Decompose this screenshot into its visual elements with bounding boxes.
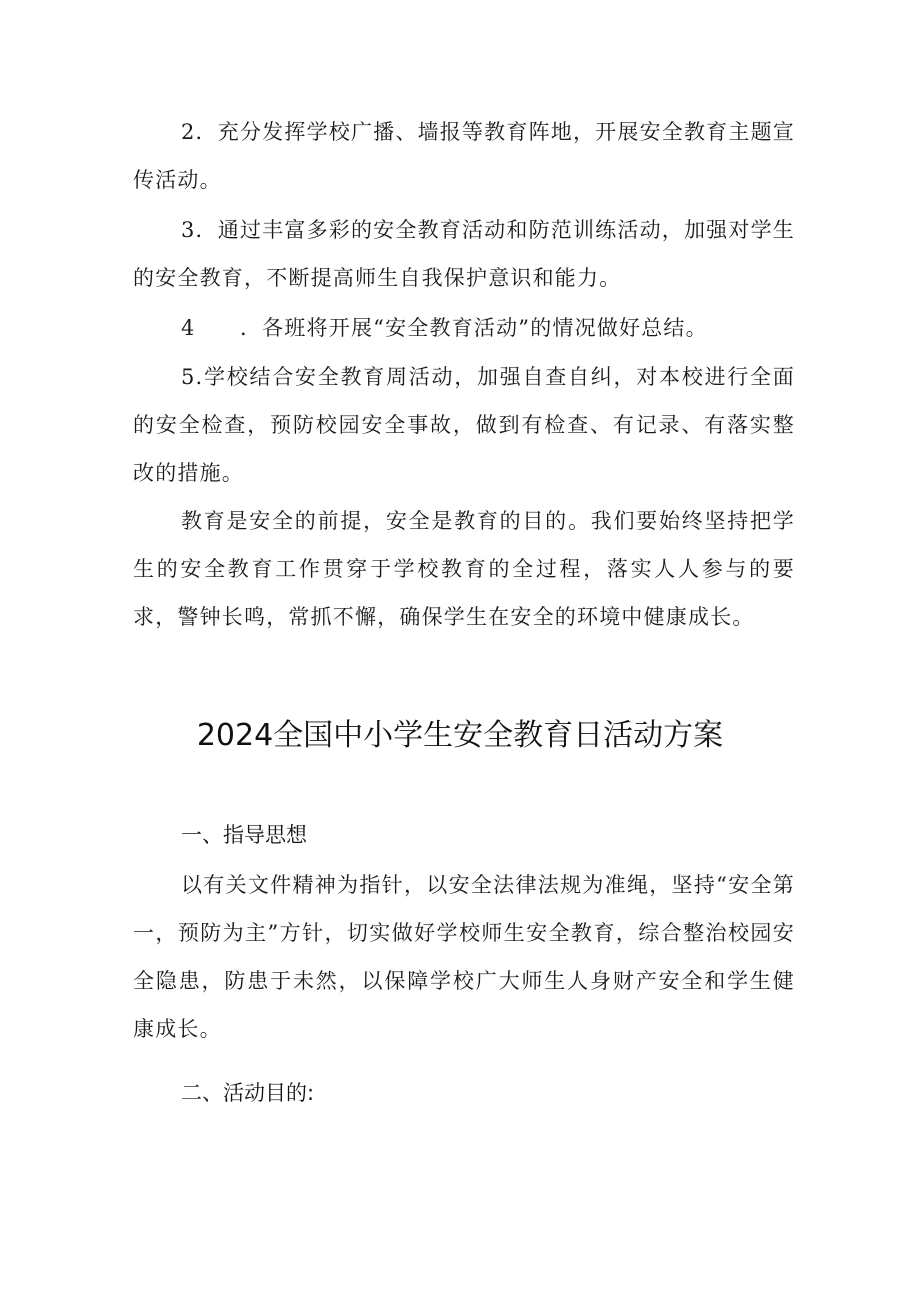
list-item-4: 4 ．各班将开展“安全教育活动”的情况做好总结。 <box>181 316 708 340</box>
section-heading-activity-purpose: 二、活动目的: <box>181 1081 315 1105</box>
section-heading-guiding-ideology: 一、指导思想 <box>181 823 307 847</box>
list-item-3: 3．通过丰富多彩的安全教育活动和防范训练活动，加强对学生的安全教育，不断提高师生自我保护意识和能力。 <box>133 218 795 290</box>
list-item-5: 5.学校结合安全教育周活动，加强自查自纠，对本校进行全面的安全检查，预防校园安全事故，做到有检查、有记录、有落实整改的措施。 <box>133 365 795 485</box>
section-body-guiding-ideology: 以有关文件精神为指针，以安全法律法规为准绳，坚持“安全第一，预防为主”方针，切实做好学校师生安全教育，综合整治校园安全隐患，防患于未然，以保障学校广大师生人身财产安全和学生健康成长。 <box>133 873 795 1041</box>
closing-paragraph: 教育是安全的前提，安全是教育的目的。我们要始终坚持把学生的安全教育工作贯穿于学校教育的全过程，落实人人参与的要求，警钟长鸣，常抓不懈，确保学生在安全的环境中健康成长。 <box>133 509 795 629</box>
document-title: 2024全国中小学生安全教育日活动方案 <box>196 718 724 753</box>
list-item-2: 2．充分发挥学校广播、墙报等教育阵地，开展安全教育主题宣传活动。 <box>133 120 795 192</box>
